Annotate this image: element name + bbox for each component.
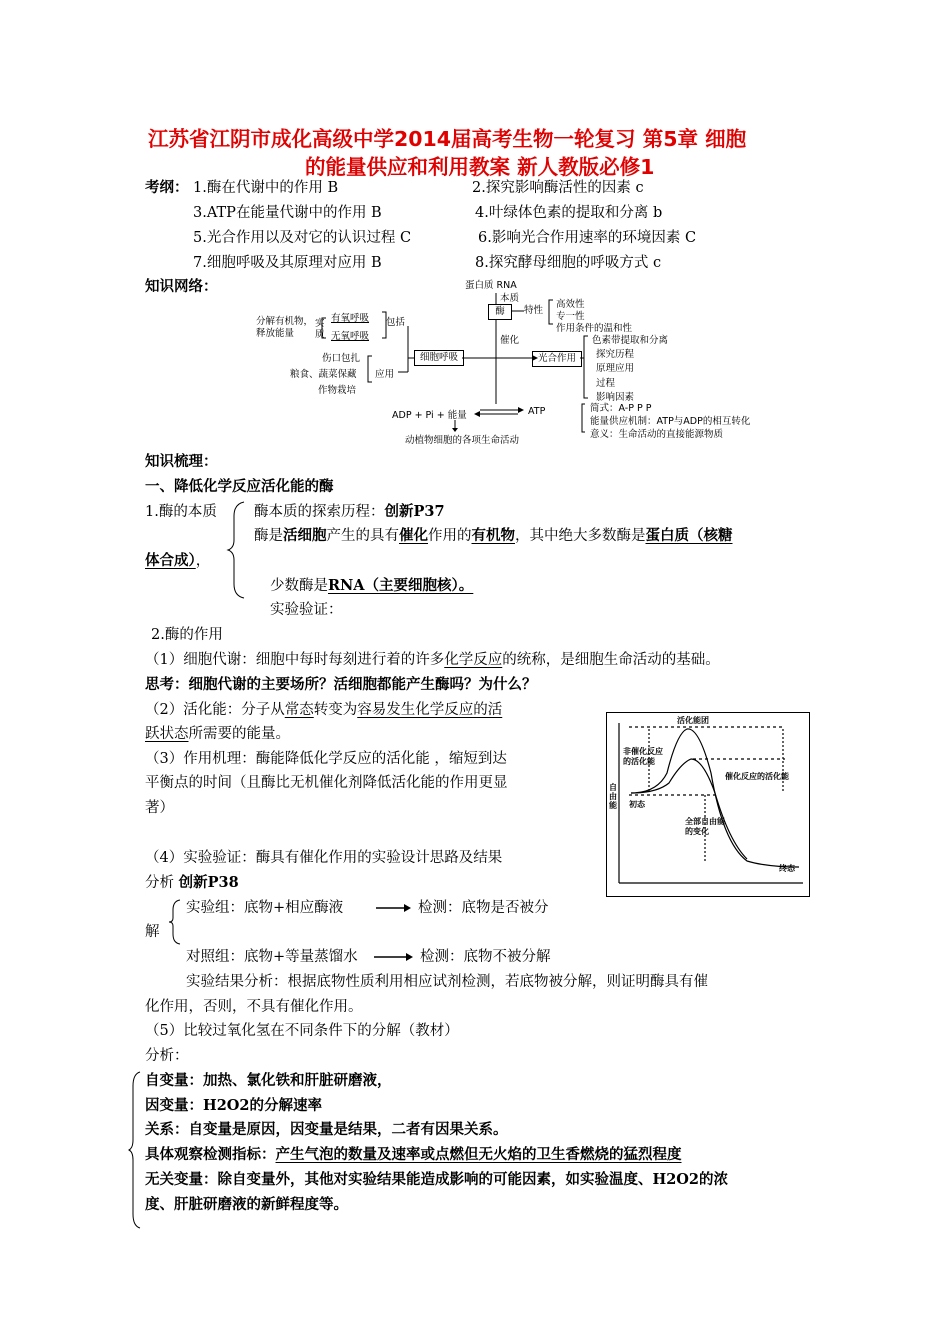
photo-process: 过程 [596,378,616,389]
catalysis-label: 催化 [500,335,520,346]
anaerobic-resp: 无氧呼吸 [331,331,370,342]
label-free-energy: 自 由 能 [609,783,617,810]
exp-arrow-icon [376,900,412,916]
var-relation: 关系：自变量是原因，因变量是结果，二者有因果关系。 [145,1121,508,1138]
property-label: 特性 [524,305,544,316]
nature-verify: 实验验证： [270,602,343,618]
syllabus-label: 考纲： [145,179,189,196]
section-1-heading: 一、降低化学反应活化能的酶 [145,478,334,495]
syllabus-item-5: 5.光合作用以及对它的认识过程 C [193,230,412,246]
photo-principle: 原理应用 [596,363,635,374]
function-p3-end: 著） [145,800,174,816]
syllabus-item-2: 2.探究影响酶活性的因素 c [472,180,644,196]
aerobic-resp: 有氧呼吸 [331,313,370,324]
nature-history: 酶本质的探索历程：创新P37 [254,503,445,520]
prop-mild: 作用条件的温和性 [556,323,633,334]
result-analysis-cont: 化作用，否则，不具有催化作用。 [145,999,363,1015]
nature-definition-cont: 体合成）， [145,552,211,569]
enzyme-box: 酶 [488,304,512,320]
variables-brace [128,1070,144,1230]
atp-formula: 简式：A-P P P [590,403,652,414]
function-p3-cont: 平衡点的时间（且酶比无机催化剂降低活化能的作用更显 [145,775,508,791]
page-title-line2: 的能量供应和利用教案 新人教版必修1 [305,155,655,179]
review-label: 知识梳理： [145,453,218,470]
app-storage: 粮食、蔬菜保藏 [290,369,357,380]
result-analysis: 实验结果分析：根据底物性质利用相应试剂检测，若底物被分解，则证明酶具有催 [186,974,708,990]
nature-label: 1.酶的本质 [145,504,217,520]
function-p5: （5）比较过氧化氢在不同条件下的分解（教材） [145,1023,459,1039]
prop-specific: 专一性 [556,311,585,322]
function-p1: （1）细胞代谢：细胞中每时每刻进行着的许多化学反应的统称，是细胞生命活动的基础。 [145,652,720,668]
experiment-brace [168,898,184,946]
ctrl-detect: 检测：底物不被分解 [420,949,551,965]
exp-detect-cont: 解 [145,924,160,940]
apply-label: 应用 [375,369,395,380]
exp-group: 实验组：底物+相应酶液 [186,900,344,916]
var-irrelevant: 无关变量：除自变量外，其他对实验结果能造成影响的可能因素，如实验温度、H2O2的浓 [145,1171,729,1188]
ctrl-arrow-icon [374,949,414,965]
include-label: 包括 [386,317,406,328]
function-p4-cont: 分析 创新P38 [145,874,239,891]
atp-meaning: 意义：生命活动的直接能源物质 [590,429,724,440]
atp-mechanism: 能量供应机制：ATP与ADP的相互转化 [590,416,751,427]
function-p4: （4）实验验证：酶具有催化作用的实验设计思路及结果 [145,850,503,866]
label-noncat: 非催化反应 的活化能 [623,747,663,766]
nature-minor: 少数酶是RNA（主要细胞核）。 [270,577,474,594]
prop-efficient: 高效性 [556,299,585,310]
exp-detect: 检测：底物是否被分 [418,900,549,916]
label-active: 活化能团 [677,716,709,725]
protein-rna: 蛋白质 RNA [465,280,517,291]
function-label: 2.酶的作用 [151,627,223,643]
app-wound: 伤口包扎 [322,353,361,364]
ctrl-group: 对照组：底物+等量蒸馏水 [186,949,358,965]
resp-substance: 实 质 [315,318,325,340]
syllabus-item-4: 4.叶绿体色素的提取和分离 b [475,205,663,221]
label-cat: 催化反应的活化能 [725,772,789,781]
label-total: 全部自由能 的变化 [685,817,725,836]
atp-label: ATP [528,406,546,417]
page-title-line1: 江苏省江阴市成化高级中学2014届高考生物一轮复习 第5章 细胞 [148,127,747,151]
network-label: 知识网络： [145,278,218,295]
resp-box: 细胞呼吸 [414,350,464,366]
analysis-label: 分析： [145,1048,189,1064]
function-p2: （2）活化能：分子从常态转变为容易发生化学反应的活 [145,702,503,718]
var-dependent: 因变量：H2O2的分解速率 [145,1097,323,1114]
network-lines [0,0,950,460]
life-activities: 动植物细胞的各项生命活动 [405,435,520,446]
label-final: 终态 [779,864,795,873]
think-question: 思考：细胞代谢的主要场所？活细胞都能产生酶吗？为什么？ [145,676,537,693]
syllabus-item-7: 7.细胞呼吸及其原理对应用 B [193,255,382,271]
activation-energy-figure [606,712,810,897]
resp-source: 分解有机物， 释放能量 [256,316,314,339]
nature-definition: 酶是活细胞产生的具有催化作用的有机物，其中绝大多数酶是蛋白质（核糖 [254,527,733,544]
photo-factors: 影响因素 [596,392,635,403]
label-initial: 初态 [629,800,645,809]
nature-brace [226,500,250,600]
photo-box: 光合作用 [532,351,582,367]
var-independent: 自变量：加热、氯化铁和肝脏研磨液， [145,1072,392,1089]
syllabus-item-1: 1.酶在代谢中的作用 B [193,180,339,196]
essence-label: 本质 [500,293,520,304]
function-p3: （3）作用机理：酶能降低化学反应的活化能 ，缩短到达 [145,751,507,767]
var-irrelevant-cont: 度、肝脏研磨液的新鲜程度等。 [145,1196,348,1213]
atp-equation: ADP + Pi + 能量 [392,410,467,421]
var-observation: 具体观察检测指标：产生气泡的数量及速率或点燃但无火焰的卫生香燃烧的猛烈程度 [145,1146,682,1163]
photo-pigment: 色素带提取和分离 [592,335,669,346]
app-crop: 作物栽培 [318,385,357,396]
syllabus-item-8: 8.探究酵母细胞的呼吸方式 c [475,255,662,271]
photo-history: 探究历程 [596,349,635,360]
syllabus-item-6: 6.影响光合作用速率的环境因素 C [478,230,697,246]
syllabus-item-3: 3.ATP在能量代谢中的作用 B [193,205,382,221]
function-p2-cont: 跃状态所需要的能量。 [145,726,290,742]
